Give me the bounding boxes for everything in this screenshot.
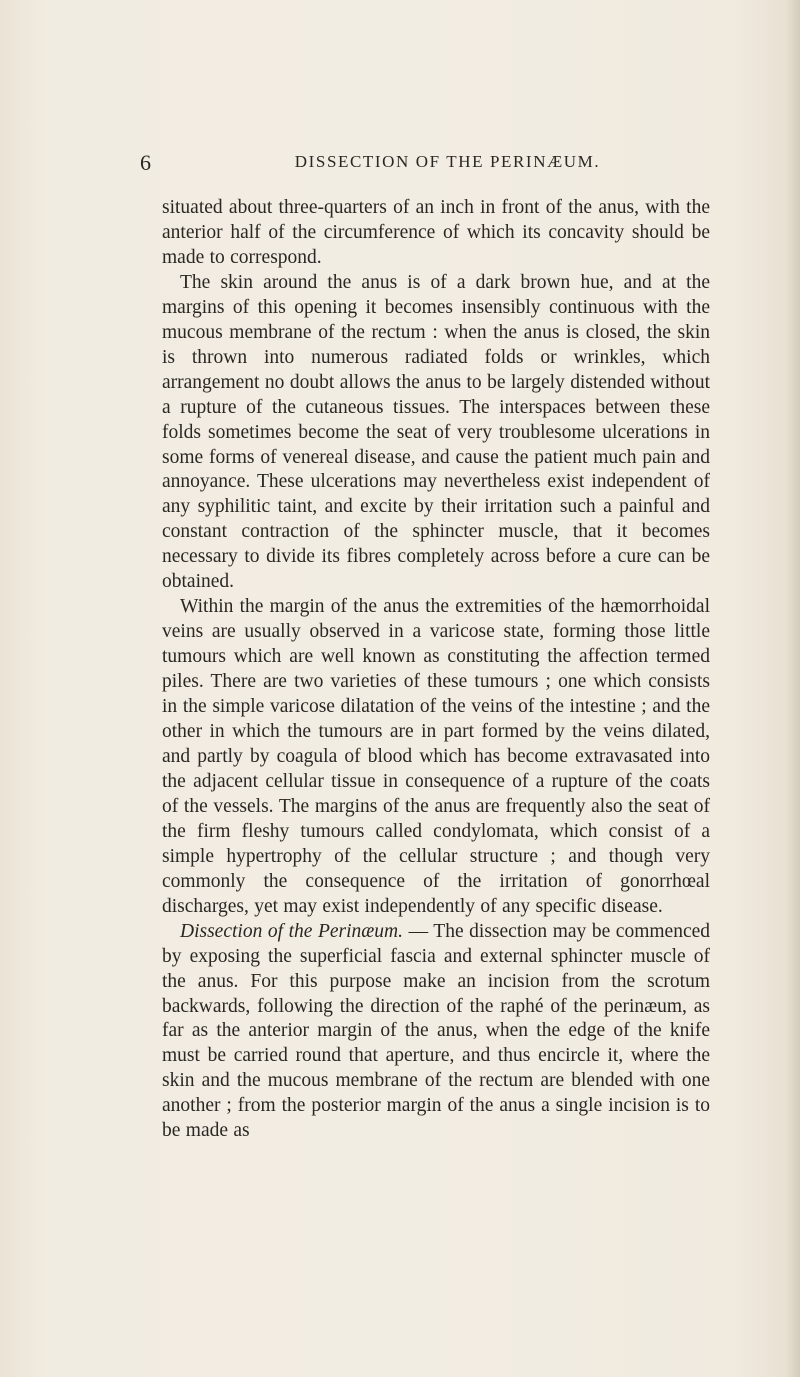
paragraph-haemorrhoidal-veins: Within the margin of the anus the extremities of the hæmorrhoidal veins are usually observed in a varicose state, forming those little tumours which are well known as constituting the affection termed piles. There are two varieties of these tumours ; one which consists in the simple varicose dilatation of the veins of the intestine ; and the other in which the tumours are in part formed by the veins dilated, and partly by coagula of blood which has become extravasated into the adjacent cellular tissue in consequence of a rupture of the coats of the vessels. The margins of the anus are frequently also the seat of the firm fleshy tumours called condylomata, which consist of a simple hypertrophy of the cellular structure ; and though very commonly the consequence of the irritation of gonorrhœal discharges, yet may exist independently of any specific disease.: [162, 596, 710, 917]
page-number: 6: [140, 150, 151, 175]
page-edge-shadow: [786, 0, 800, 1377]
paragraph-dissection: [162, 920, 710, 1145]
running-title: DISSECTION OF THE PERINÆUM.: [294, 152, 601, 171]
page-header: [140, 150, 700, 180]
paragraph-anal-skin: The skin around the anus is of a dark brown hue, and at the margins of this opening it becomes insensibly continuous with the mucous membrane of the rectum : when the anus is closed, the skin is thrown into numerous radiated folds or wrinkles, which arrangement no doubt allows the anus to be largely distended without a rupture of the cutaneous tissues. The interspaces between these folds sometimes become the seat of very troublesome ulcerations in some forms of venereal disease, and cause the patient much pain and annoyance. These ulcerations may nevertheless exist independent of any syphilitic taint, and excite by their irritation such a painful and constant contraction of the sphincter muscle, that it becomes necessary to divide its fibres completely across before a cure can be obtained.: [162, 271, 710, 593]
paragraph-dissection-text: — The dissection may be commenced by exposing the superficial fascia and external sphincter muscle of the anus. For this purpose make an incision from the scrotum backwards, following the direction of the raphé of the perinæum, as far as the anterior margin of the anus, when the edge of the knife must be carried round that aperture, and thus encircle it, where the skin and the mucous membrane of the rectum are blended with one another ; from the posterior margin of the anus a single incision is to be made as: [162, 920, 711, 1142]
body-text: [162, 196, 710, 1144]
section-heading: Dissection of the Perinæum.: [180, 920, 404, 942]
paragraph-continuation: situated about three-quarters of an inch in front of the anus, with the anterior half of the circumference of which its concavity should be made to correspond.: [162, 197, 710, 268]
